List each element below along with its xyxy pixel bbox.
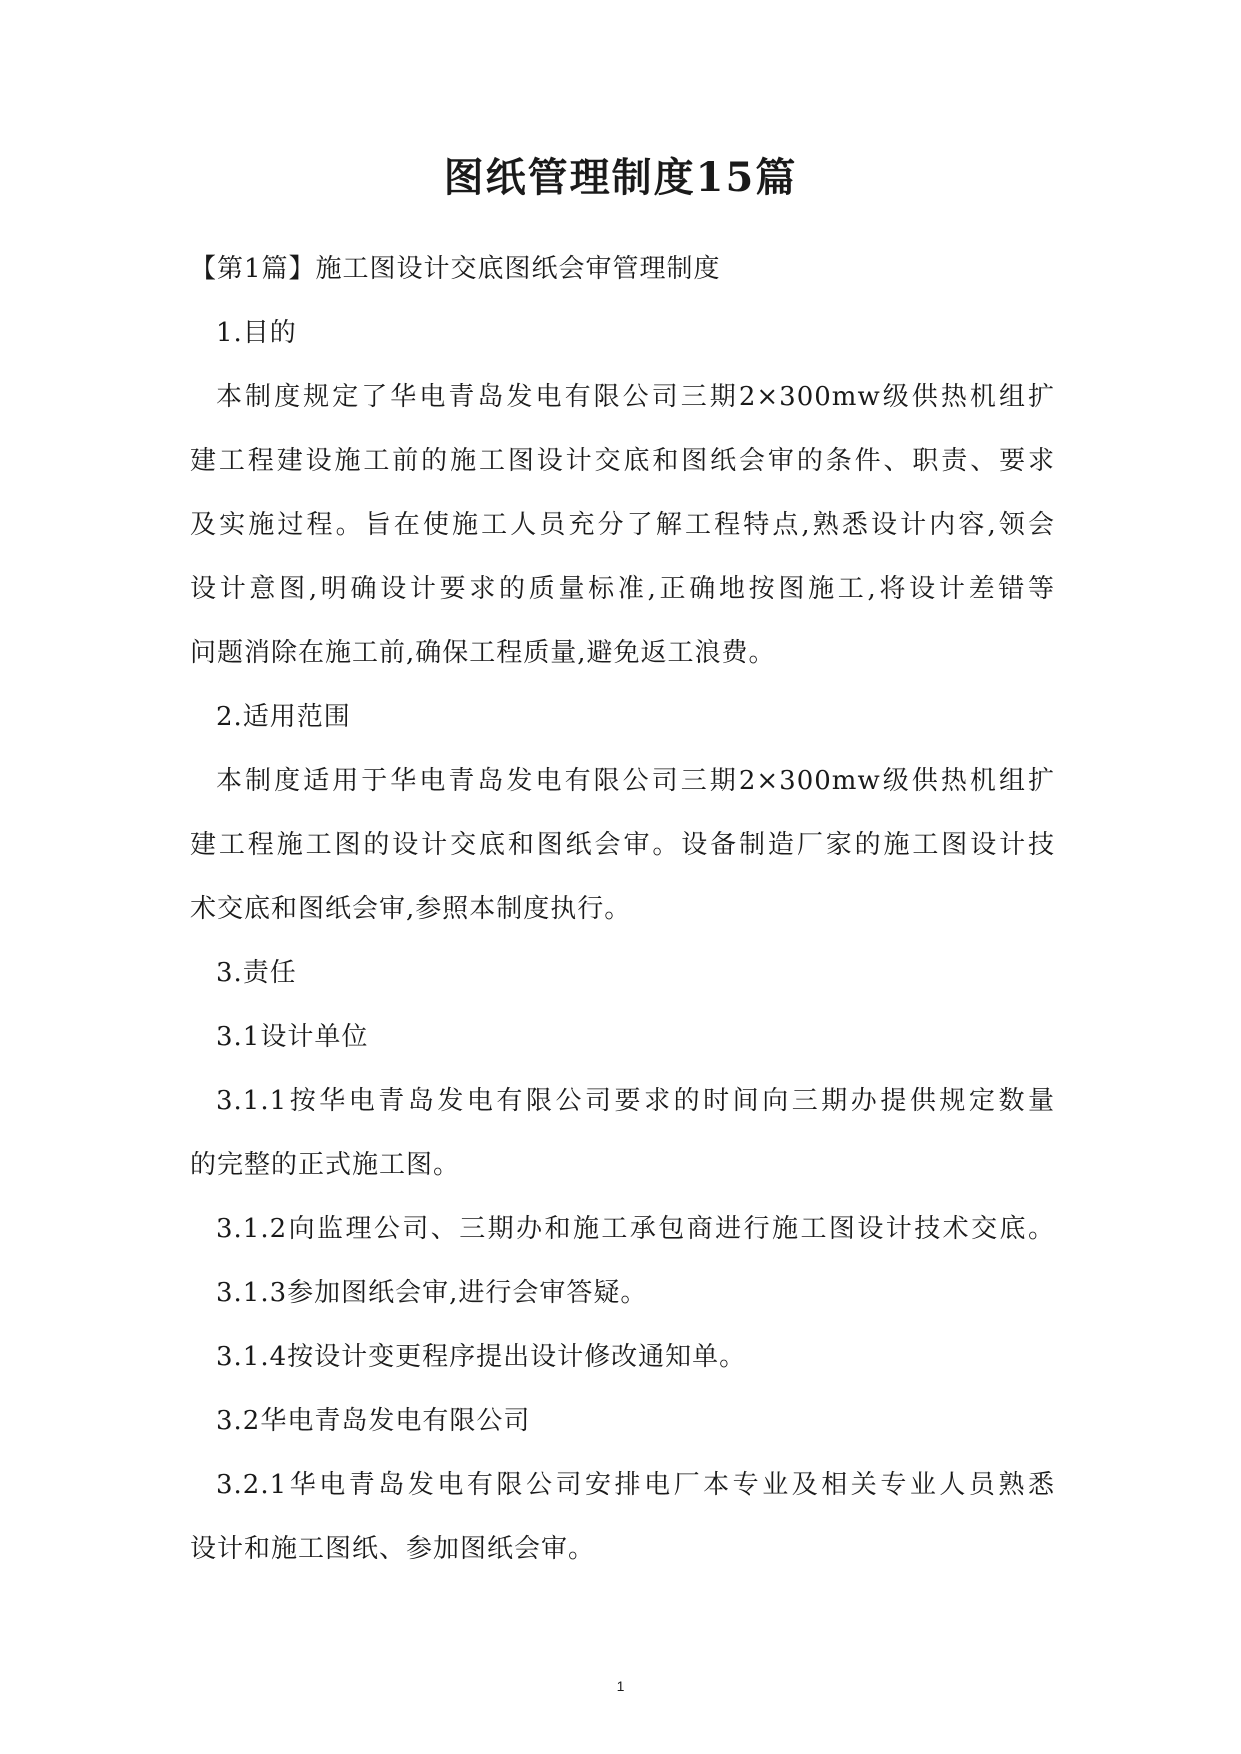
clause-line: 的完整的正式施工图。 — [190, 1150, 461, 1180]
clause-line: 3.2.1华电青岛发电有限公司安排电厂本专业及相关专业人员熟悉 — [216, 1470, 1055, 1500]
paragraph-line: 及实施过程。旨在使施工人员充分了解工程特点,熟悉设计内容,领会 — [190, 510, 1055, 540]
paragraph-line: 本制度适用于华电青岛发电有限公司三期2×300mw级供热机组扩 — [216, 766, 1055, 796]
paragraph-line: 建工程建设施工前的施工图设计交底和图纸会审的条件、职责、要求 — [190, 446, 1055, 476]
paragraph-line: 设计意图,明确设计要求的质量标准,正确地按图施工,将设计差错等 — [190, 574, 1055, 604]
heading-purpose: 1.目的 — [216, 318, 297, 348]
clause-line: 设计和施工图纸、参加图纸会审。 — [190, 1534, 596, 1564]
section-heading: 【第1篇】施工图设计交底图纸会审管理制度 — [190, 254, 721, 284]
document-body — [190, 237, 1055, 1581]
clause-line: 3.1.2向监理公司、三期办和施工承包商进行施工图设计技术交底。 — [216, 1214, 1055, 1244]
paragraph-line: 建工程施工图的设计交底和图纸会审。设备制造厂家的施工图设计技 — [190, 830, 1055, 860]
heading-company: 3.2华电青岛发电有限公司 — [216, 1406, 531, 1436]
paragraph-line: 术交底和图纸会审,参照本制度执行。 — [190, 894, 632, 924]
heading-responsibility: 3.责任 — [216, 958, 297, 988]
page-number: 1 — [616, 1678, 625, 1694]
clause-line: 3.1.4按设计变更程序提出设计修改通知单。 — [216, 1342, 747, 1372]
paragraph-line: 本制度规定了华电青岛发电有限公司三期2×300mw级供热机组扩 — [216, 382, 1055, 412]
clause-line: 3.1.1按华电青岛发电有限公司要求的时间向三期办提供规定数量 — [216, 1086, 1055, 1116]
clause-line: 3.1.3参加图纸会审,进行会审答疑。 — [216, 1278, 648, 1308]
heading-scope: 2.适用范围 — [216, 702, 351, 732]
paragraph-line: 问题消除在施工前,确保工程质量,避免返工浪费。 — [190, 638, 776, 668]
document-title: 图纸管理制度15篇 — [443, 154, 798, 201]
heading-design-unit: 3.1设计单位 — [216, 1022, 369, 1052]
